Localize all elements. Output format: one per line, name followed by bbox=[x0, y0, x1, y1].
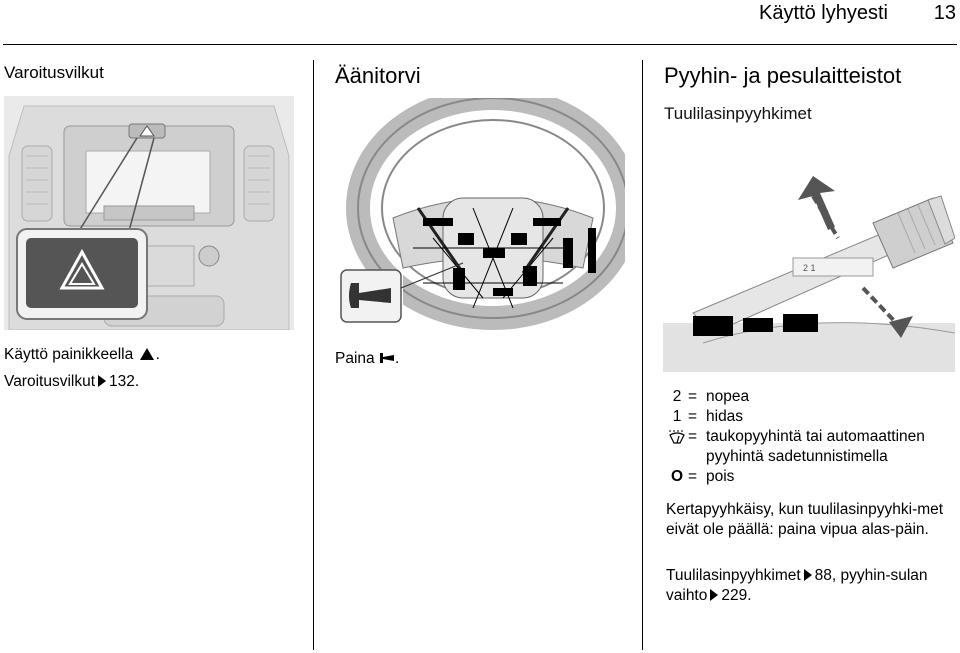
section-heading-horn: Äänitorvi bbox=[335, 63, 421, 88]
subheading-windscreen-wipers: Tuulilasinpyyhkimet bbox=[664, 104, 812, 123]
column-divider bbox=[313, 60, 314, 650]
svg-text:2 1: 2 1 bbox=[803, 263, 816, 273]
legend-desc: pois bbox=[706, 468, 735, 485]
page-number: 13 bbox=[933, 2, 956, 24]
legend-key: O bbox=[670, 468, 684, 485]
legend-equals: = bbox=[688, 408, 698, 425]
legend-equals: = bbox=[688, 428, 698, 445]
horn-text bbox=[335, 349, 399, 369]
hazard-usage-text bbox=[4, 345, 160, 365]
horn-icon bbox=[379, 351, 395, 365]
legend-desc: nopea bbox=[706, 388, 750, 405]
blade-change-ref-page[interactable]: 229. bbox=[721, 587, 752, 604]
section-heading-wipers: Pyyhin- ja pesulaitteistot bbox=[664, 63, 902, 88]
wiper-ref-label: Tuulilasinpyyhkimet bbox=[666, 567, 801, 584]
hazard-switch-illustration bbox=[4, 96, 294, 330]
steering-wheel-illustration bbox=[333, 98, 625, 334]
wiper-reference-paragraph bbox=[666, 566, 958, 606]
wiper-lever-illustration bbox=[663, 138, 955, 372]
column-divider bbox=[642, 60, 643, 650]
hazard-usage-label: Käyttö painikkeella bbox=[4, 346, 134, 363]
running-header-title: Käyttö lyhyesti bbox=[759, 2, 888, 24]
hazard-ref-label: Varoitusvilkut bbox=[4, 373, 96, 390]
legend-key: 2 bbox=[672, 388, 682, 405]
legend-desc: taukopyyhintä tai automaattinen pyyhintä sadetunnistimella bbox=[706, 428, 925, 465]
legend-key: 1 bbox=[672, 408, 682, 425]
hazard-ref-page[interactable]: 132. bbox=[109, 373, 140, 390]
hazard-reference-text bbox=[4, 372, 139, 392]
legend-row bbox=[666, 427, 960, 467]
horn-text-suffix: . bbox=[394, 350, 400, 367]
hazard-usage-suffix: . bbox=[155, 346, 160, 363]
legend-desc: hidas bbox=[706, 408, 744, 425]
hazard-warning-icon bbox=[140, 348, 154, 360]
single-wipe-paragraph: Kertapyyhkäisy, kun tuulilasinpyyhki-met eivät ole päällä: paina vipua alas-päin. bbox=[666, 501, 944, 538]
section-heading-hazard: Varoitusvilkut bbox=[4, 63, 104, 82]
legend-equals: = bbox=[688, 468, 698, 485]
legend-row bbox=[666, 407, 743, 427]
legend-equals: = bbox=[688, 388, 698, 405]
horn-text-label: Paina bbox=[335, 350, 375, 367]
legend-row bbox=[666, 467, 734, 487]
header-rule bbox=[3, 44, 957, 45]
legend-row bbox=[666, 387, 749, 407]
reference-arrow-icon bbox=[804, 569, 812, 581]
reference-arrow-icon bbox=[710, 589, 718, 601]
intermittent-wipe-icon bbox=[666, 427, 688, 467]
wiper-ref-page[interactable]: 88, pyyhin-sulan vaihto bbox=[666, 567, 928, 604]
reference-arrow-icon bbox=[98, 375, 106, 387]
